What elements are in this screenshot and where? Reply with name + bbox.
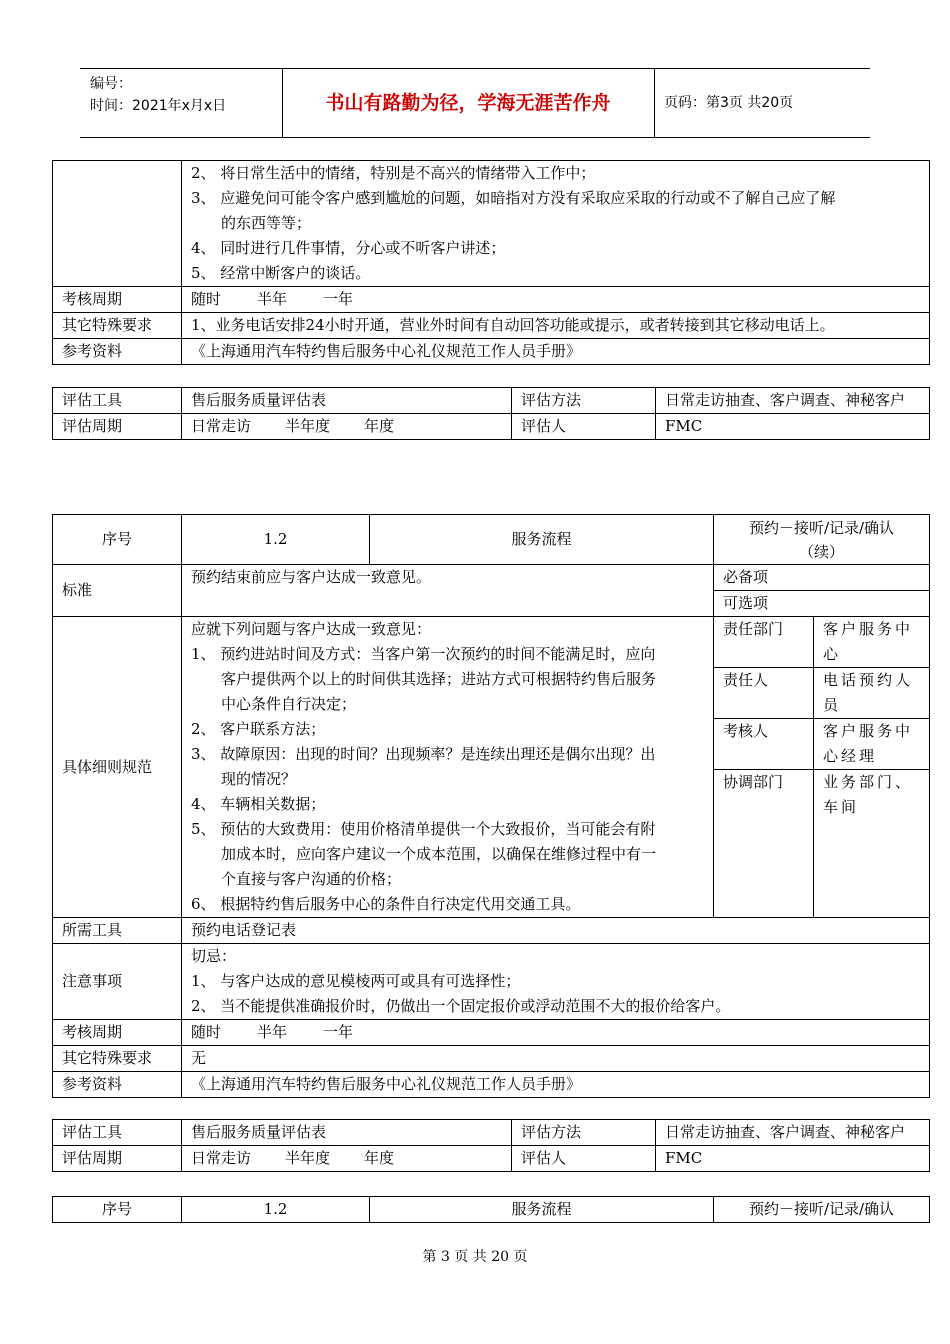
detail-line: 4、 车辆相关数据； [191, 795, 326, 813]
next-section-table [52, 1196, 930, 1223]
detail-line: 应就下列问题与客户达成一致意见： [191, 620, 432, 638]
eval2-period-values [182, 1146, 512, 1172]
role-label: 考核人 [714, 719, 814, 770]
block1-ref-label: 参考资料 [53, 339, 182, 365]
role-value: 电话预约人 员 [814, 668, 930, 719]
block1-items [182, 161, 930, 287]
detail-line: 个直接与客户沟通的价格； [221, 870, 402, 888]
block1-item: 4、 同时进行几件事情，分心或不听客户讲述； [191, 239, 506, 257]
eval2-method-label: 评估方法 [512, 1120, 656, 1146]
eval2-assessor-value: FMC [656, 1146, 930, 1172]
block1-cycle-label: 考核周期 [53, 287, 182, 313]
cycle-option: 半年 [257, 290, 288, 308]
detail-line: 3、 故障原因：出现的时间？出现频率？是连续出理还是偶尔出现？出 [191, 745, 656, 763]
block1-item: 3、 应避免问可能令客户感到尴尬的问题，如暗指对方没有采取应采取的行动或不了解自己应了解 [191, 189, 836, 207]
document-number: 编号： [90, 76, 132, 92]
note-line: 2、 当不能提供准确报价时，仍做出一个固定报价或浮动范围不大的报价给客户。 [191, 997, 731, 1015]
next-type-value: 服务流程 [370, 1197, 714, 1223]
block1-cycle-values [182, 287, 930, 313]
tools-value: 预约电话登记表 [182, 918, 930, 944]
eval1-tool-label: 评估工具 [53, 388, 182, 414]
eval1-tool-value: 售后服务质量评估表 [182, 388, 512, 414]
special-label: 其它特殊要求 [53, 1046, 182, 1072]
header-page-number: 页码：第3页 共20页 [664, 95, 794, 111]
cycle-option: 随时 [191, 290, 222, 308]
eval1-table [52, 387, 930, 440]
detail-line: 中心条件自行决定； [221, 695, 357, 713]
note-line: 切忌： [191, 947, 237, 965]
optional-label: 可选项 [714, 591, 930, 617]
required-label: 必备项 [714, 565, 930, 591]
cycle-label: 考核周期 [53, 1020, 182, 1046]
role-label: 协调部门 [714, 770, 814, 918]
detail-line: 5、 预估的大致费用：使用价格清单提供一个大致报价，当可能会有附 [191, 820, 656, 838]
cycle-option: 一年 [323, 290, 354, 308]
detail-line: 6、 根据特约售后服务中心的条件自行决定代用交通工具。 [191, 895, 581, 913]
eval1-assessor-value: FMC [656, 414, 930, 440]
next-seq-label: 序号 [53, 1197, 182, 1223]
block1-table [52, 160, 930, 365]
item-title-line: 预约－接听/记录/确认 [748, 518, 895, 537]
eval1-method-value: 日常走访抽查、客户调查、神秘客户 [656, 388, 930, 414]
page-header [80, 68, 870, 138]
cycle-option: 随时 [191, 1023, 222, 1041]
block1-item: 5、 经常中断客户的谈话。 [191, 264, 371, 282]
notes-list [182, 944, 930, 1020]
eval2-period-label: 评估周期 [53, 1146, 182, 1172]
standard-label: 标准 [53, 565, 182, 617]
cycle-values [182, 1020, 930, 1046]
type-value: 服务流程 [370, 515, 714, 565]
special-value: 无 [182, 1046, 930, 1072]
eval1-period-label: 评估周期 [53, 414, 182, 440]
note-line: 1、 与客户达成的意见模棱两可或具有可选择性； [191, 972, 521, 990]
period-option: 日常走访 [191, 1149, 252, 1167]
eval2-method-value: 日常走访抽查、客户调查、神秘客户 [656, 1120, 930, 1146]
page-footer: 第 3 页 共 20 页 [422, 1249, 528, 1265]
period-option: 日常走访 [191, 417, 252, 435]
eval2-table [52, 1119, 930, 1172]
standard-value: 预约结束前应与客户达成一致意见。 [182, 565, 714, 617]
eval1-period-values [182, 414, 512, 440]
eval2-tool-value: 售后服务质量评估表 [182, 1120, 512, 1146]
item-title-line: （续） [799, 542, 845, 561]
eval2-tool-label: 评估工具 [53, 1120, 182, 1146]
detail-line: 1、 预约进站时间及方式：当客户第一次预约的时间不能满足时，应向 [191, 645, 656, 663]
block1-label-empty [53, 161, 182, 287]
detail-line: 客户提供两个以上的时间供其选择；进站方式可根据特约售后服务 [221, 670, 657, 688]
block1-special-value: 1、业务电话安排24小时开通，营业外时间有自动回答功能或提示，或者转接到其它移动电话上。 [182, 313, 930, 339]
role-value: 客户服务中 心 [814, 617, 930, 668]
role-value: 业务部门、 车间 [814, 770, 930, 918]
header-motto: 书山有路勤为径，学海无涯苦作舟 [325, 92, 611, 114]
block1-item: 的东西等等； [221, 214, 312, 232]
period-option: 年度 [364, 417, 395, 435]
detail-line: 现的情况？ [221, 770, 297, 788]
detail-list [182, 617, 714, 918]
role-label: 责任人 [714, 668, 814, 719]
seq-label: 序号 [53, 515, 182, 565]
cycle-option: 半年 [257, 1023, 288, 1041]
eval1-method-label: 评估方法 [512, 388, 656, 414]
detail-line: 2、 客户联系方法； [191, 720, 326, 738]
item-title [714, 515, 930, 565]
period-option: 半年度 [285, 1149, 331, 1167]
ref-label: 参考资料 [53, 1072, 182, 1098]
document-time: 时间：2021年x月x日 [90, 98, 227, 114]
eval1-assessor-label: 评估人 [512, 414, 656, 440]
ref-value: 《上海通用汽车特约售后服务中心礼仪规范工作人员手册》 [182, 1072, 930, 1098]
header-meta [90, 73, 226, 141]
block1-ref-value: 《上海通用汽车特约售后服务中心礼仪规范工作人员手册》 [182, 339, 930, 365]
seq-value: 1.2 [182, 515, 370, 565]
period-option: 年度 [364, 1149, 395, 1167]
cycle-option: 一年 [323, 1023, 354, 1041]
detail-label: 具体细则规范 [53, 617, 182, 918]
detail-line: 加成本时，应向客户建议一个成本范围，以确保在维修过程中有一 [221, 845, 657, 863]
eval2-assessor-label: 评估人 [512, 1146, 656, 1172]
notes-label: 注意事项 [53, 944, 182, 1020]
standard-table [52, 514, 930, 1098]
block1-special-label: 其它特殊要求 [53, 313, 182, 339]
next-seq-value: 1.2 [182, 1197, 370, 1223]
role-label: 责任部门 [714, 617, 814, 668]
role-value: 客户服务中 心经理 [814, 719, 930, 770]
period-option: 半年度 [285, 417, 331, 435]
block1-item: 2、 将日常生活中的情绪，特别是不高兴的情绪带入工作中； [191, 164, 596, 182]
next-title: 预约－接听/记录/确认 [714, 1197, 930, 1223]
tools-label: 所需工具 [53, 918, 182, 944]
